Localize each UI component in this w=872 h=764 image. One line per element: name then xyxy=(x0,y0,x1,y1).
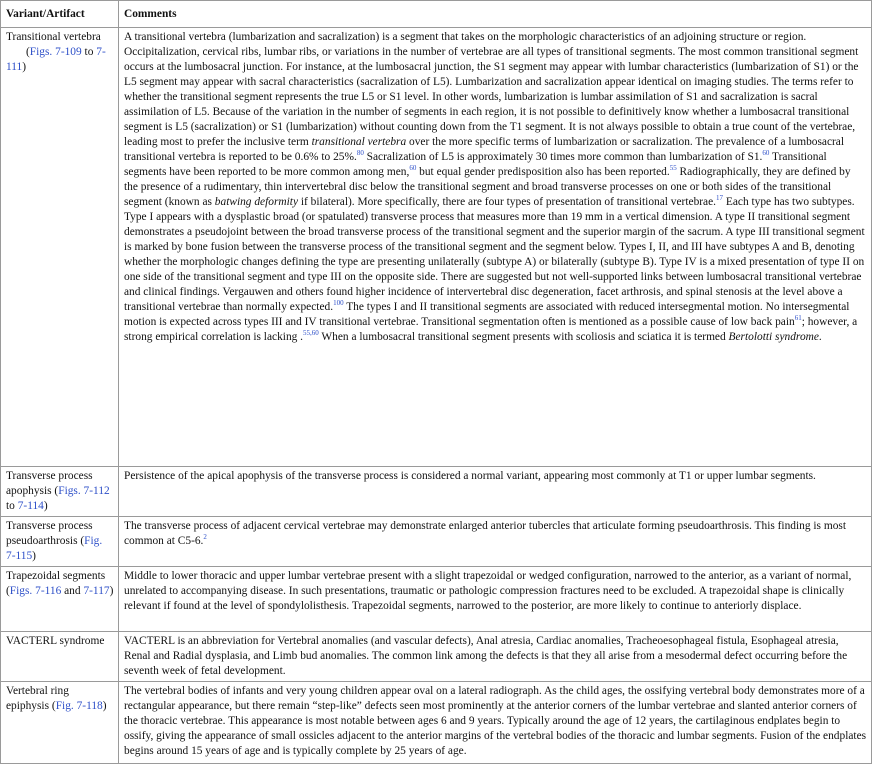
figure-link[interactable]: Figs. 7-109 xyxy=(29,46,82,58)
fig-close: ) xyxy=(102,700,107,712)
term-bertolotti-syndrome: Bertolotti syndrome xyxy=(728,331,819,343)
comment-cell xyxy=(119,567,872,632)
comment-text: over the more specific terms of lumbarization or sacralization. The prevalence of a lumbosacral transitional vertebra is reported to be 0.6% to 25%. xyxy=(124,136,845,163)
reference-link[interactable]: 60 xyxy=(409,164,417,173)
table-row xyxy=(1,28,872,467)
comment-text: When a lumbosacral transitional segment presents with scoliosis and sciatica it is termed xyxy=(318,331,729,343)
figure-link[interactable]: Figs. 7-116 xyxy=(9,585,62,597)
comment-text: . xyxy=(818,331,822,343)
comment-text: Middle to lower thoracic and upper lumbar vertebrae present with a slight trapezoidal or wedged configuration, narrowed to the anterior, as a variant of normal, unrelated to accompanying disease. In such presentations, traumatic or pathologic compression fractures need to be excluded. A trapezoidal shape is clinically relevant if found at the level of spondylolisthesis. Trapezoidal segments, narrowed to the posterior, are more likely to continue to anteriorly displace. xyxy=(124,570,852,612)
table-row xyxy=(1,517,872,567)
comment-cell xyxy=(119,28,872,467)
fig-close: ) xyxy=(109,585,114,597)
variant-name: VACTERL syndrome xyxy=(6,635,105,647)
comment-text: Sacralization of L5 is approximately 30 times more common than lumbarization of S1. xyxy=(363,151,763,163)
variant-name: Trapezoidal segments xyxy=(6,570,106,582)
variant-cell xyxy=(1,28,119,467)
reference-link[interactable]: 100 xyxy=(333,299,344,308)
variant-name: Transverse process apophysis xyxy=(6,470,93,497)
comment-text: but equal gender predisposition also has been reported. xyxy=(416,166,670,178)
fig-open: ( xyxy=(26,46,30,58)
variant-name: Vertebral ring epiphysis xyxy=(6,685,69,712)
reference-link[interactable]: 55 xyxy=(669,164,677,173)
fig-open: ( xyxy=(49,700,56,712)
comment-text: The transverse process of adjacent cervical vertebrae may demonstrate enlarged anterior tubercles that articulate forming pseudoarthrosis. This finding is most common at C5-6. xyxy=(124,520,846,547)
figure-link[interactable]: 7-111 xyxy=(6,46,106,73)
fig-close: ) xyxy=(32,550,36,562)
header-comments: Comments xyxy=(119,1,872,28)
reference-link[interactable]: 61 xyxy=(794,314,802,323)
variant-name: Transverse process pseudoarthrosis xyxy=(6,520,93,547)
table-header-row xyxy=(1,1,872,28)
reference-link[interactable]: 60 xyxy=(762,149,770,158)
comment-text: VACTERL is an abbreviation for Vertebral anomalies (and vascular defects), Anal atresia, Cardiac anomalies, Tracheoesophageal fistula, Esophageal atresia, Renal and Radial dysplasia, and Limb bud anomalies. The common link among the defects is that they all arise from a mesodermal defect occurring before the seventh week of fetal development. xyxy=(124,635,848,677)
table-row xyxy=(1,682,872,764)
fig-open: ( xyxy=(77,535,85,547)
table-row xyxy=(1,567,872,632)
term-transitional-vertebra: transitional vertebra xyxy=(311,136,407,148)
figure-link[interactable]: 7-117 xyxy=(83,585,110,597)
fig-close: ) xyxy=(43,500,48,512)
comment-text: The vertebral bodies of infants and very young children appear oval on a lateral radiograph. As the child ages, the ossifying vertebral body demonstrates more of a rectangular appearance, but there remain “step-like” defects seen most prominently at the anterior corners of the lumbar vertebrae and slanted anterior corners of the thoracic vertebrae. This appearance is most notable between ages 6 and 9 years. Typically around the age of 12 years, the cartilaginous endplates begin to ossify, giving the appearance of small ossicles adjacent to the anterior margins of the vertebral bodies of the thoracic and lumbar segments. Fusion of the endplates begins around 15 years of age and is typically complete by 25 years of age. xyxy=(124,685,867,757)
comment-text: ; however, a strong empirical correlation is lacking . xyxy=(124,316,858,343)
variant-cell xyxy=(1,567,119,632)
fig-sep: and xyxy=(61,585,84,597)
comment-cell xyxy=(119,632,872,682)
figure-link[interactable]: Figs. 7-112 xyxy=(58,485,110,497)
comment-cell xyxy=(119,467,872,517)
reference-link[interactable]: 17 xyxy=(716,194,724,203)
reference-link[interactable]: 2 xyxy=(203,533,207,542)
comment-text: The types I and II transitional segments are associated with reduced intersegmental motion. No intersegmental motion is expected across types III and IV transitional vertebrae. Transitional segmentation often is mentioned as a possible cause of low back pain xyxy=(124,301,850,328)
table-row xyxy=(1,467,872,517)
header-variant: Variant/Artifact xyxy=(1,1,119,28)
fig-sep: to xyxy=(81,46,97,58)
fig-close: ) xyxy=(22,61,27,73)
table-row xyxy=(1,632,872,682)
reference-link[interactable]: 80 xyxy=(356,149,364,158)
fig-open: ( xyxy=(6,585,10,597)
comment-text: Each type has two subtypes. Type I appears with a dysplastic broad (or spatulated) transverse process that measures more than 19 mm in a vertical dimension. A type II transitional segment demonstrates a pseudojoint between the broad transverse process of the transitional segment and the superior margin of the sacrum. A type III transitional segment is marked by bone fusion between the transverse process of the transitional segment and the segment below. Types I, II, and III have subtypes A and B, denoting whether the morphologic changes defining the type are presenting unilaterally (subtype A) or bilaterally (subtype B). Type IV is a mixed presentation of type II on one side of the transitional segment and type III on the opposite side. There are suggested but not well-supported links between lumbosacral transitional vertebrae and clinical findings. Vergauwen and others found higher incidence of intervertebral disc degeneration, facet arthrosis, and spinal stenosis at the level above a transitional vertebrae than normally expected. xyxy=(124,196,865,313)
comment-text: if bilateral). More specifically, there are four types of presentation of transitional vertebrae. xyxy=(298,196,717,208)
variant-name: Transitional vertebra xyxy=(6,31,101,43)
fig-sep: to xyxy=(6,500,18,512)
variant-cell xyxy=(1,467,119,517)
comment-cell xyxy=(119,517,872,567)
comment-text: Radiographically, they are defined by the presence of a rudimentary, thin intervertebral disc below the transitional segment and broad transverse processes on one or both sides of the transitional segment (known as xyxy=(124,166,851,208)
comment-text: A transitional vertebra (lumbarization and sacralization) is a segment that takes on the morphologic characteristics of an adjoining structure or region. Occipitalization, cervical ribs, lumbar ribs, or variations in the number of vertebrae are all types of transitional segments. The most common transitional segment occurs at the lumbosacral junction. For instance, at the lumbosacral junction, the S1 segment may appear with lumbar characteristics (lumbarization of S1) or the L5 segment may appear with sacral characteristics (sacralization of L5). Lumbarization and sacralization appear identical on imaging studies. The terms refer to whether the transitional segment represents the true L5 or S1 level. In other words, lumbarization is lumbar assimilation of S1 and sacralization is sacral assimilation of L5. Because of the variation in the number of segments in each region, it is not possible to definitively know whether a lumbosacral transitional segment is L5 (sacralization) or S1 (lumbarization) without counting down from the T1 segment. It is not always possible to obtain a true count of the vertebrae, leading most to prefer the inclusive term xyxy=(124,31,859,148)
comment-cell xyxy=(119,682,872,764)
reference-link[interactable]: 55,60 xyxy=(303,329,319,338)
variant-cell xyxy=(1,682,119,764)
figure-link[interactable]: Fig. 7-118 xyxy=(55,700,103,712)
figure-link[interactable]: Fig. 7-115 xyxy=(6,535,103,562)
fig-open: ( xyxy=(51,485,59,497)
comment-text: Persistence of the apical apophysis of the transverse process is considered a normal variant, appearing most commonly at T1 or upper lumbar segments. xyxy=(124,470,816,482)
variant-cell xyxy=(1,517,119,567)
comment-text: Transitional segments have been reported to be more common among men, xyxy=(124,151,827,178)
term-batwing-deformity: batwing deformity xyxy=(214,196,299,208)
variant-cell xyxy=(1,632,119,682)
figure-link[interactable]: 7-114 xyxy=(17,500,44,512)
